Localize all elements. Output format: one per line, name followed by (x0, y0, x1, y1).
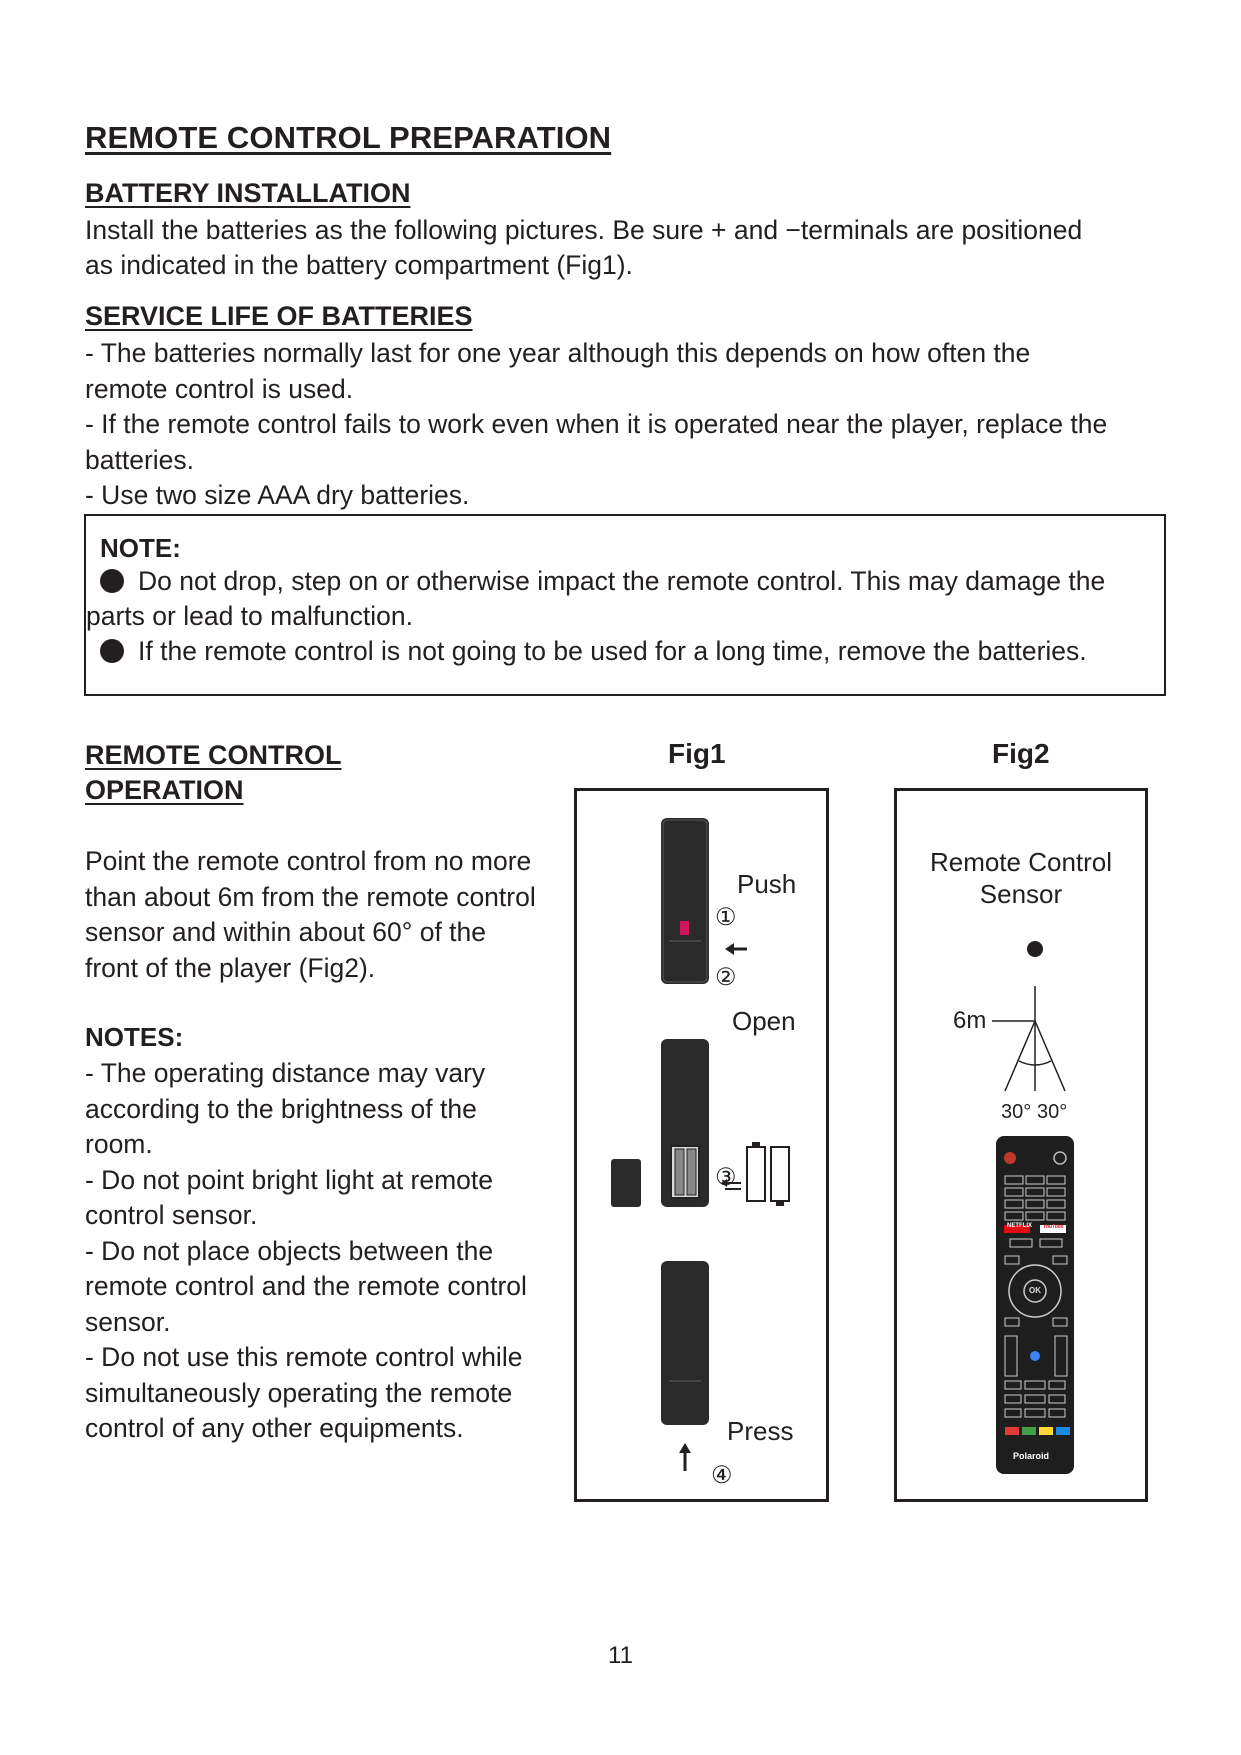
service-life-heading: SERVICE LIFE OF BATTERIES (85, 301, 473, 331)
fig1-figure (574, 788, 829, 1502)
notes-line: sensor. (85, 1306, 171, 1337)
step-2-marker: ② (715, 964, 737, 991)
battery-2 (771, 1147, 789, 1201)
operation-line: front of the player (Fig2). (85, 952, 376, 983)
operation-text (85, 844, 565, 986)
push-label: Push (737, 869, 797, 899)
notes-line: remote control and the remote control (85, 1271, 527, 1301)
page-number: 11 (608, 1642, 633, 1669)
service-line: remote control is used. (85, 373, 354, 404)
operation-line: sensor and within about 60° of the (85, 917, 487, 947)
angle-right-label: 30° (1037, 1101, 1068, 1123)
operation-line: Point the remote control from no more (85, 846, 532, 876)
note-item-1-continued: parts or lead to malfunction. (86, 601, 414, 631)
operation-heading-line-1: REMOTE CONTROL (85, 740, 342, 770)
notes-line: - Do not place objects between the (85, 1235, 494, 1266)
service-life-text (85, 336, 1205, 514)
remote-back-press (661, 1261, 709, 1425)
battery-installation-heading: BATTERY INSTALLATION (85, 178, 411, 208)
service-line: - If the remote control fails to work even when it is operated near the player, replace the (85, 409, 1108, 439)
notes-line: according to the brightness of the (85, 1093, 477, 1124)
open-label: Open (732, 1006, 796, 1036)
service-line: - The batteries normally last for one year although this depends on how often the (85, 338, 1031, 368)
service-line: batteries. (85, 444, 195, 475)
operation-heading-line-2: OPERATION (85, 775, 244, 805)
remote-front (996, 1136, 1074, 1474)
battery-latch (680, 921, 689, 935)
sensor-label-line-2: Sensor (979, 879, 1063, 909)
remote-brand-label: Polaroid (1013, 1451, 1050, 1461)
push-arrow-icon (725, 943, 734, 955)
notes-line: simultaneously operating the remote (85, 1377, 513, 1408)
note-item-2-text: If the remote control is not going to be used for a long time, remove the batteries. (138, 636, 1087, 666)
ok-button-label: OK (1029, 1286, 1041, 1295)
sensor-dot-icon (1027, 941, 1043, 957)
netflix-button-label: NETFLIX (1007, 1223, 1032, 1229)
power-button (1004, 1152, 1016, 1164)
sensor-range-diagram (897, 791, 1145, 1499)
note-item-2 (100, 636, 1087, 667)
remote-back-closed (661, 818, 709, 984)
battery-1 (747, 1147, 765, 1201)
notes-line: - Do not point bright light at remote (85, 1164, 494, 1195)
battery-cover (611, 1159, 641, 1207)
battery-text-line-2: as indicated in the battery compartment (Fig1). (85, 250, 633, 280)
notes-line: room. (85, 1129, 153, 1159)
note-title: NOTE: (100, 533, 181, 563)
step-1-marker: ① (715, 904, 737, 931)
operation-line: than about 6m from the remote control (85, 881, 536, 912)
sensor-label-line-1: Remote Control (929, 847, 1113, 877)
angle-left-label: 30° (1001, 1101, 1032, 1123)
notes-line: - Do not use this remote control while (85, 1342, 523, 1372)
fig1-title: Fig1 (668, 738, 726, 769)
note-box (84, 514, 1166, 696)
note-item-1 (100, 566, 1105, 597)
notes-line: control of any other equipments. (85, 1413, 464, 1443)
service-line: - Use two size AAA dry batteries. (85, 480, 470, 510)
press-label: Press (727, 1416, 794, 1446)
distance-label: 6m (953, 1007, 987, 1034)
press-arrow-icon (679, 1443, 691, 1453)
notes-line: - The operating distance may vary (85, 1058, 486, 1088)
youtube-button-label: YouTube (1043, 1224, 1064, 1230)
battery-text-line-1: Install the batteries as the following pictures. Be sure + and −terminals are positioned (85, 215, 1083, 245)
bullet-icon (100, 569, 124, 593)
notes-list (85, 1056, 565, 1447)
fig2-title: Fig2 (992, 738, 1050, 769)
note-item-1-text: Do not drop, step on or otherwise impact the remote control. This may damage the (138, 566, 1106, 596)
step-4-marker: ④ (711, 1462, 733, 1489)
page-title: REMOTE CONTROL PREPARATION (85, 120, 612, 155)
notes-title: NOTES: (85, 1022, 184, 1052)
bullet-icon (100, 639, 124, 663)
step-3-marker: ③ (715, 1164, 737, 1191)
fig2-figure (894, 788, 1148, 1502)
notes-line: control sensor. (85, 1200, 258, 1230)
